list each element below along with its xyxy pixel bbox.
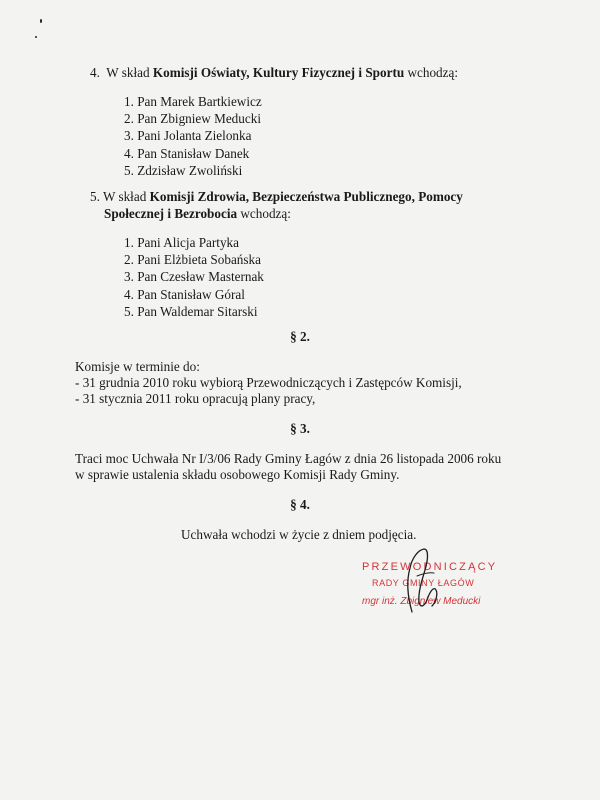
paragraph-3-line: Traci moc Uchwała Nr I/3/06 Rady Gminy Łagów z dnia 26 listopada 2006 roku <box>75 451 502 466</box>
paragraph-3-line: w sprawie ustalenia składu osobowego Komisji Rady Gminy. <box>75 467 400 482</box>
paragraph-4-text: Uchwała wchodzi w życie z dniem podjęcia. <box>181 527 417 542</box>
list-item: 3. Pani Jolanta Zielonka <box>124 128 252 144</box>
section-5-member-list <box>124 234 264 320</box>
section-5-commission-line2: Społecznej i Bezrobocia <box>104 206 238 221</box>
list-item: 5. Pan Waldemar Sitarski <box>124 303 258 319</box>
list-item: 3. Pan Czesław Masternak <box>124 269 264 285</box>
section-4-member-list <box>124 93 262 179</box>
stamp-name: mgr inż. Zbigniew Meducki <box>362 596 481 607</box>
list-item: 4. Pan Stanisław Góral <box>124 286 245 302</box>
scan-speck <box>35 36 37 38</box>
paragraph-3-heading: § 3. <box>290 421 310 436</box>
paragraph-2-heading: § 2. <box>290 329 310 344</box>
section-5-prefix: W skład <box>102 189 147 204</box>
paragraph-2-intro: Komisje w terminie do: <box>75 359 200 374</box>
section-4-number: 4. <box>90 65 100 80</box>
paragraph-4-heading: § 4. <box>290 497 310 512</box>
list-item: 2. Pani Elżbieta Sobańska <box>124 252 261 268</box>
paragraph-2-item: - 31 grudnia 2010 roku wybiorą Przewodniczących i Zastępców Komisji, <box>75 375 462 390</box>
section-4-prefix: W skład <box>106 65 150 80</box>
section-5-commission-line1: Komisji Zdrowia, Bezpieczeństwa Publicznego, Pomocy <box>149 189 463 204</box>
paragraph-2-item: - 31 stycznia 2011 roku opracują plany pracy, <box>75 391 316 406</box>
stamp-title: PRZEWODNICZĄCY <box>362 561 498 573</box>
handwritten-signature <box>398 546 448 618</box>
section-4-suffix: wchodzą: <box>407 65 459 80</box>
list-item: 4. Pan Stanisław Danek <box>124 145 250 161</box>
list-item: 2. Pan Zbigniew Meducki <box>124 111 261 127</box>
stamp-organization: RADY GMINY ŁAGÓW <box>372 578 475 588</box>
section-5-suffix: wchodzą: <box>240 206 291 221</box>
section-4-heading <box>90 64 458 81</box>
section-5-number: 5. <box>90 189 100 204</box>
section-4-commission: Komisji Oświaty, Kultury Fizycznej i Sportu <box>152 65 405 80</box>
section-5-heading <box>90 188 463 205</box>
list-item: 1. Pan Marek Bartkiewicz <box>124 94 262 109</box>
list-item: 5. Zdzisław Zwoliński <box>124 162 243 178</box>
section-5-heading-cont <box>104 205 291 222</box>
scan-speck <box>40 19 42 23</box>
list-item: 1. Pani Alicja Partyka <box>124 235 240 250</box>
